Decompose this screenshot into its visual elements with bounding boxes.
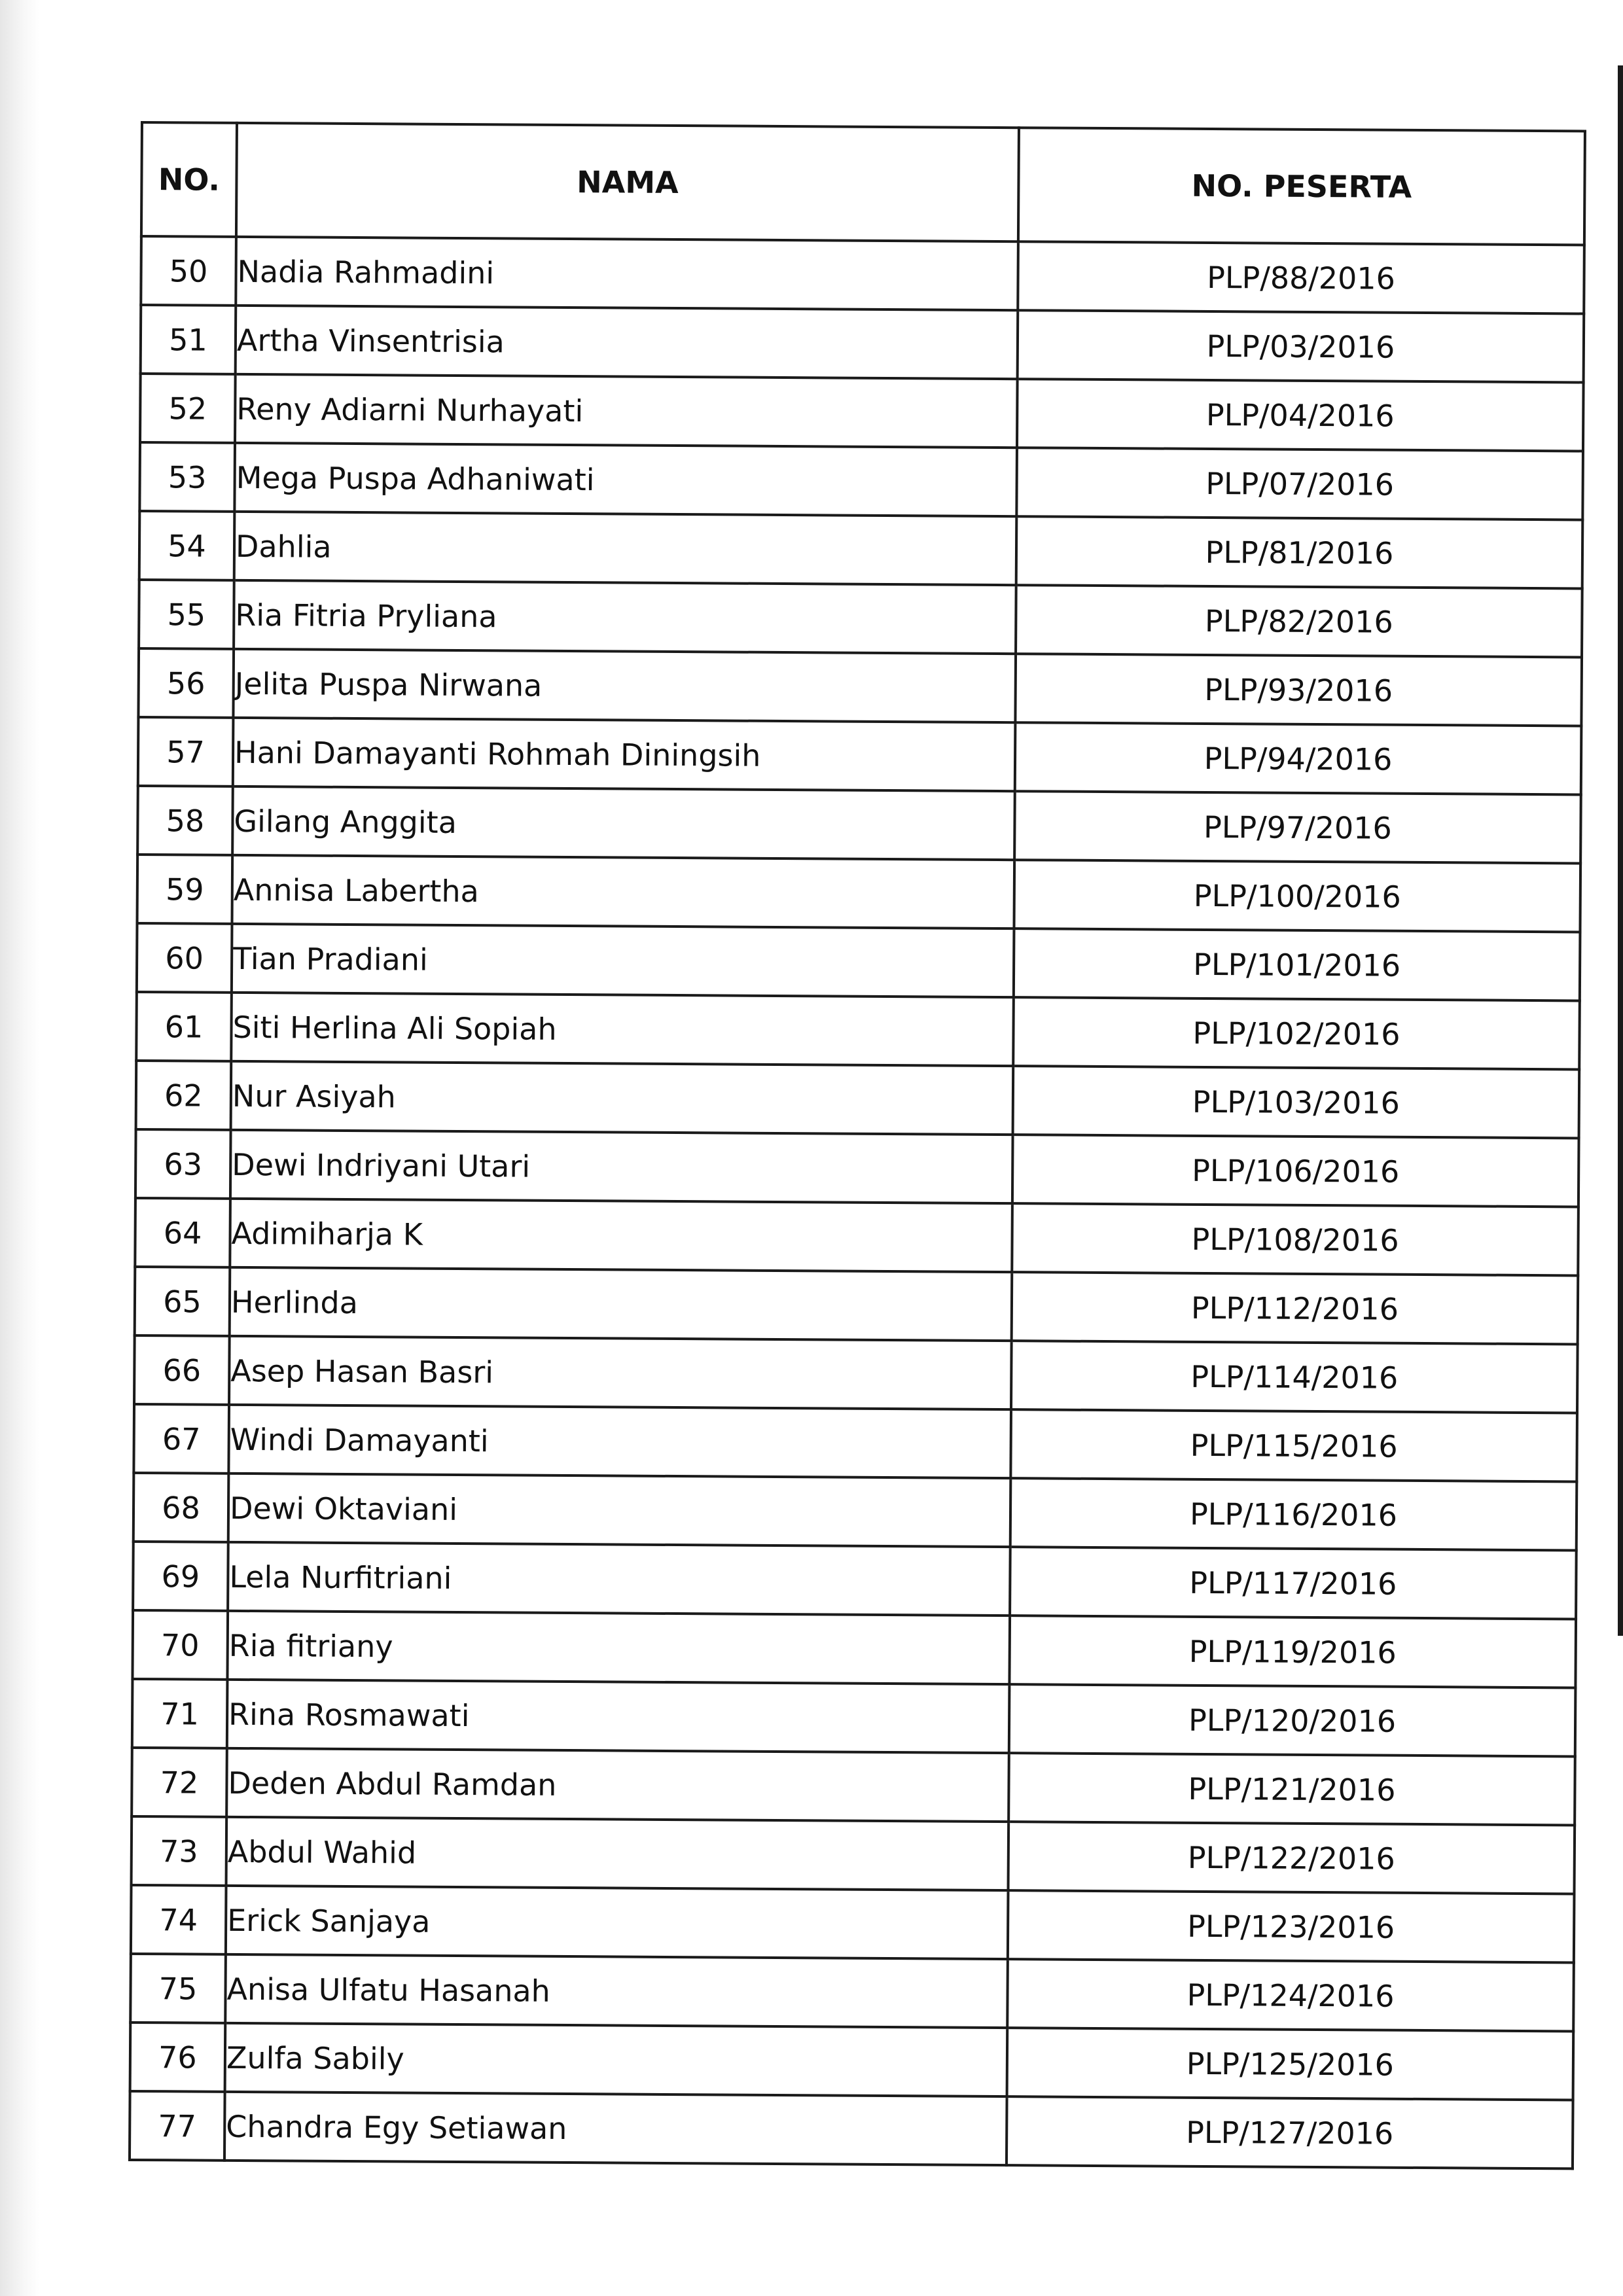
participant-name: Annisa Labertha	[232, 855, 1015, 928]
participant-name: Dewi Oktaviani	[228, 1474, 1011, 1547]
row-number: 68	[134, 1473, 229, 1542]
row-number: 59	[137, 855, 233, 924]
participant-name: Nadia Rahmadini	[236, 237, 1018, 310]
row-number: 51	[141, 305, 236, 374]
table-row	[136, 1061, 1580, 1138]
participant-number: PLP/123/2016	[1008, 1890, 1575, 1962]
participant-number: PLP/121/2016	[1008, 1753, 1575, 1825]
participant-number: PLP/101/2016	[1014, 928, 1580, 1000]
participant-number: PLP/125/2016	[1007, 2028, 1574, 2100]
participant-number: PLP/100/2016	[1014, 860, 1580, 932]
table-row	[136, 992, 1580, 1069]
participant-number: PLP/07/2016	[1016, 448, 1583, 520]
participant-name: Dewi Indriyani Utari	[230, 1130, 1013, 1203]
participant-number: PLP/117/2016	[1010, 1547, 1577, 1619]
participant-number: PLP/114/2016	[1011, 1341, 1578, 1413]
row-number: 65	[135, 1267, 230, 1336]
participant-number: PLP/97/2016	[1014, 791, 1581, 863]
participant-number: PLP/120/2016	[1009, 1684, 1576, 1756]
scan-shadow-right	[1618, 65, 1623, 1636]
table-row	[141, 305, 1584, 382]
row-number: 55	[139, 580, 234, 649]
participant-number: PLP/03/2016	[1018, 310, 1584, 382]
row-number: 67	[134, 1404, 229, 1474]
row-number: 73	[132, 1816, 227, 1886]
document-page	[128, 121, 1584, 2170]
participant-number: PLP/127/2016	[1007, 2096, 1573, 2168]
table-row	[139, 580, 1582, 657]
table-row	[135, 1198, 1578, 1275]
row-number: 60	[137, 923, 232, 993]
participant-number: PLP/94/2016	[1015, 722, 1582, 794]
participant-number: PLP/124/2016	[1007, 1959, 1574, 2031]
table-row	[130, 2091, 1573, 2168]
table-row	[141, 236, 1584, 313]
table-row	[134, 1404, 1577, 1481]
participant-number: PLP/112/2016	[1012, 1272, 1578, 1344]
participant-name: Dahlia	[234, 512, 1017, 585]
participant-name: Anisa Ulfatu Hasanah	[225, 1954, 1008, 2028]
table-row	[137, 923, 1580, 1000]
participant-name: Gilang Anggita	[232, 786, 1015, 860]
participant-number: PLP/82/2016	[1016, 585, 1582, 657]
participant-name: Ria fitriany	[227, 1611, 1010, 1684]
participant-name: Herlinda	[230, 1267, 1012, 1341]
table-row	[139, 511, 1583, 588]
row-number: 62	[136, 1061, 232, 1130]
participant-name: Erick Sanjaya	[226, 1886, 1008, 1959]
header-nama: NAMA	[236, 123, 1019, 241]
participant-name: Chandra Egy Setiawan	[224, 2092, 1007, 2165]
row-number: 70	[132, 1610, 228, 1680]
participant-number: PLP/04/2016	[1017, 379, 1584, 451]
row-number: 71	[132, 1679, 228, 1748]
participant-name: Artha Vinsentrisia	[236, 306, 1018, 379]
participant-name: Siti Herlina Ali Sopiah	[231, 993, 1014, 1066]
table-row	[132, 1610, 1576, 1687]
participant-name: Jelita Puspa Nirwana	[233, 649, 1016, 722]
participant-number: PLP/115/2016	[1010, 1409, 1577, 1481]
row-number: 61	[136, 992, 232, 1061]
participant-number: PLP/119/2016	[1009, 1616, 1576, 1687]
participant-name: Zulfa Sabily	[225, 2023, 1008, 2096]
header-no: NO.	[141, 122, 237, 237]
row-number: 75	[130, 1954, 226, 2023]
participant-name: Deden Abdul Ramdan	[226, 1748, 1009, 1822]
table-row	[134, 1473, 1577, 1550]
participant-name: Reny Adiarni Nurhayati	[235, 374, 1018, 448]
table-row	[132, 1679, 1576, 1756]
table-row	[131, 1885, 1575, 1962]
table-row	[134, 1335, 1578, 1413]
table-row	[139, 442, 1583, 520]
table-row	[138, 648, 1582, 726]
row-number: 77	[130, 2091, 225, 2161]
participant-number: PLP/102/2016	[1013, 997, 1580, 1069]
table-row	[135, 1129, 1579, 1207]
participant-name: Mega Puspa Adhaniwati	[234, 443, 1017, 516]
row-number: 58	[137, 786, 233, 855]
table-row	[133, 1542, 1577, 1619]
participant-name: Windi Damayanti	[228, 1405, 1011, 1478]
participant-name: Nur Asiyah	[231, 1061, 1014, 1135]
participant-number: PLP/108/2016	[1012, 1203, 1578, 1275]
participant-number: PLP/106/2016	[1012, 1135, 1579, 1207]
scan-shadow-left	[0, 0, 39, 2296]
participant-name: Abdul Wahid	[226, 1817, 1009, 1890]
table-row	[138, 717, 1582, 794]
table-header-row	[141, 122, 1585, 245]
table-row	[130, 2022, 1574, 2100]
row-number: 69	[133, 1542, 228, 1611]
participant-number: PLP/93/2016	[1015, 654, 1582, 726]
table-row	[132, 1748, 1575, 1825]
table-row	[132, 1816, 1575, 1894]
row-number: 54	[139, 511, 235, 580]
row-number: 57	[138, 717, 234, 786]
participant-number: PLP/88/2016	[1018, 241, 1584, 313]
header-no-peserta: NO. PESERTA	[1018, 128, 1585, 245]
participant-name: Lela Nurfitriani	[228, 1542, 1010, 1616]
participant-number: PLP/122/2016	[1008, 1822, 1575, 1894]
table-row	[135, 1267, 1578, 1344]
table-row	[140, 374, 1584, 451]
row-number: 64	[135, 1198, 230, 1267]
row-number: 74	[131, 1885, 226, 1954]
participant-name: Asep Hasan Basri	[229, 1336, 1012, 1409]
participant-table	[128, 121, 1586, 2170]
row-number: 63	[135, 1129, 231, 1199]
row-number: 50	[141, 236, 236, 306]
row-number: 56	[138, 648, 234, 718]
participant-name: Hani Damayanti Rohmah Diningsih	[233, 718, 1016, 791]
participant-name: Ria Fitria Pryliana	[234, 580, 1016, 654]
participant-number: PLP/116/2016	[1010, 1478, 1577, 1550]
table-row	[137, 855, 1581, 932]
table-row	[137, 786, 1581, 863]
row-number: 76	[130, 2022, 226, 2092]
table-row	[130, 1954, 1574, 2031]
participant-number: PLP/103/2016	[1013, 1066, 1580, 1138]
participant-name: Rina Rosmawati	[227, 1680, 1010, 1753]
row-number: 53	[139, 442, 235, 512]
participant-number: PLP/81/2016	[1016, 516, 1583, 588]
row-number: 72	[132, 1748, 227, 1817]
participant-name: Adimiharja K	[230, 1199, 1012, 1272]
row-number: 66	[134, 1335, 230, 1405]
participant-name: Tian Pradiani	[232, 924, 1014, 997]
row-number: 52	[140, 374, 236, 443]
